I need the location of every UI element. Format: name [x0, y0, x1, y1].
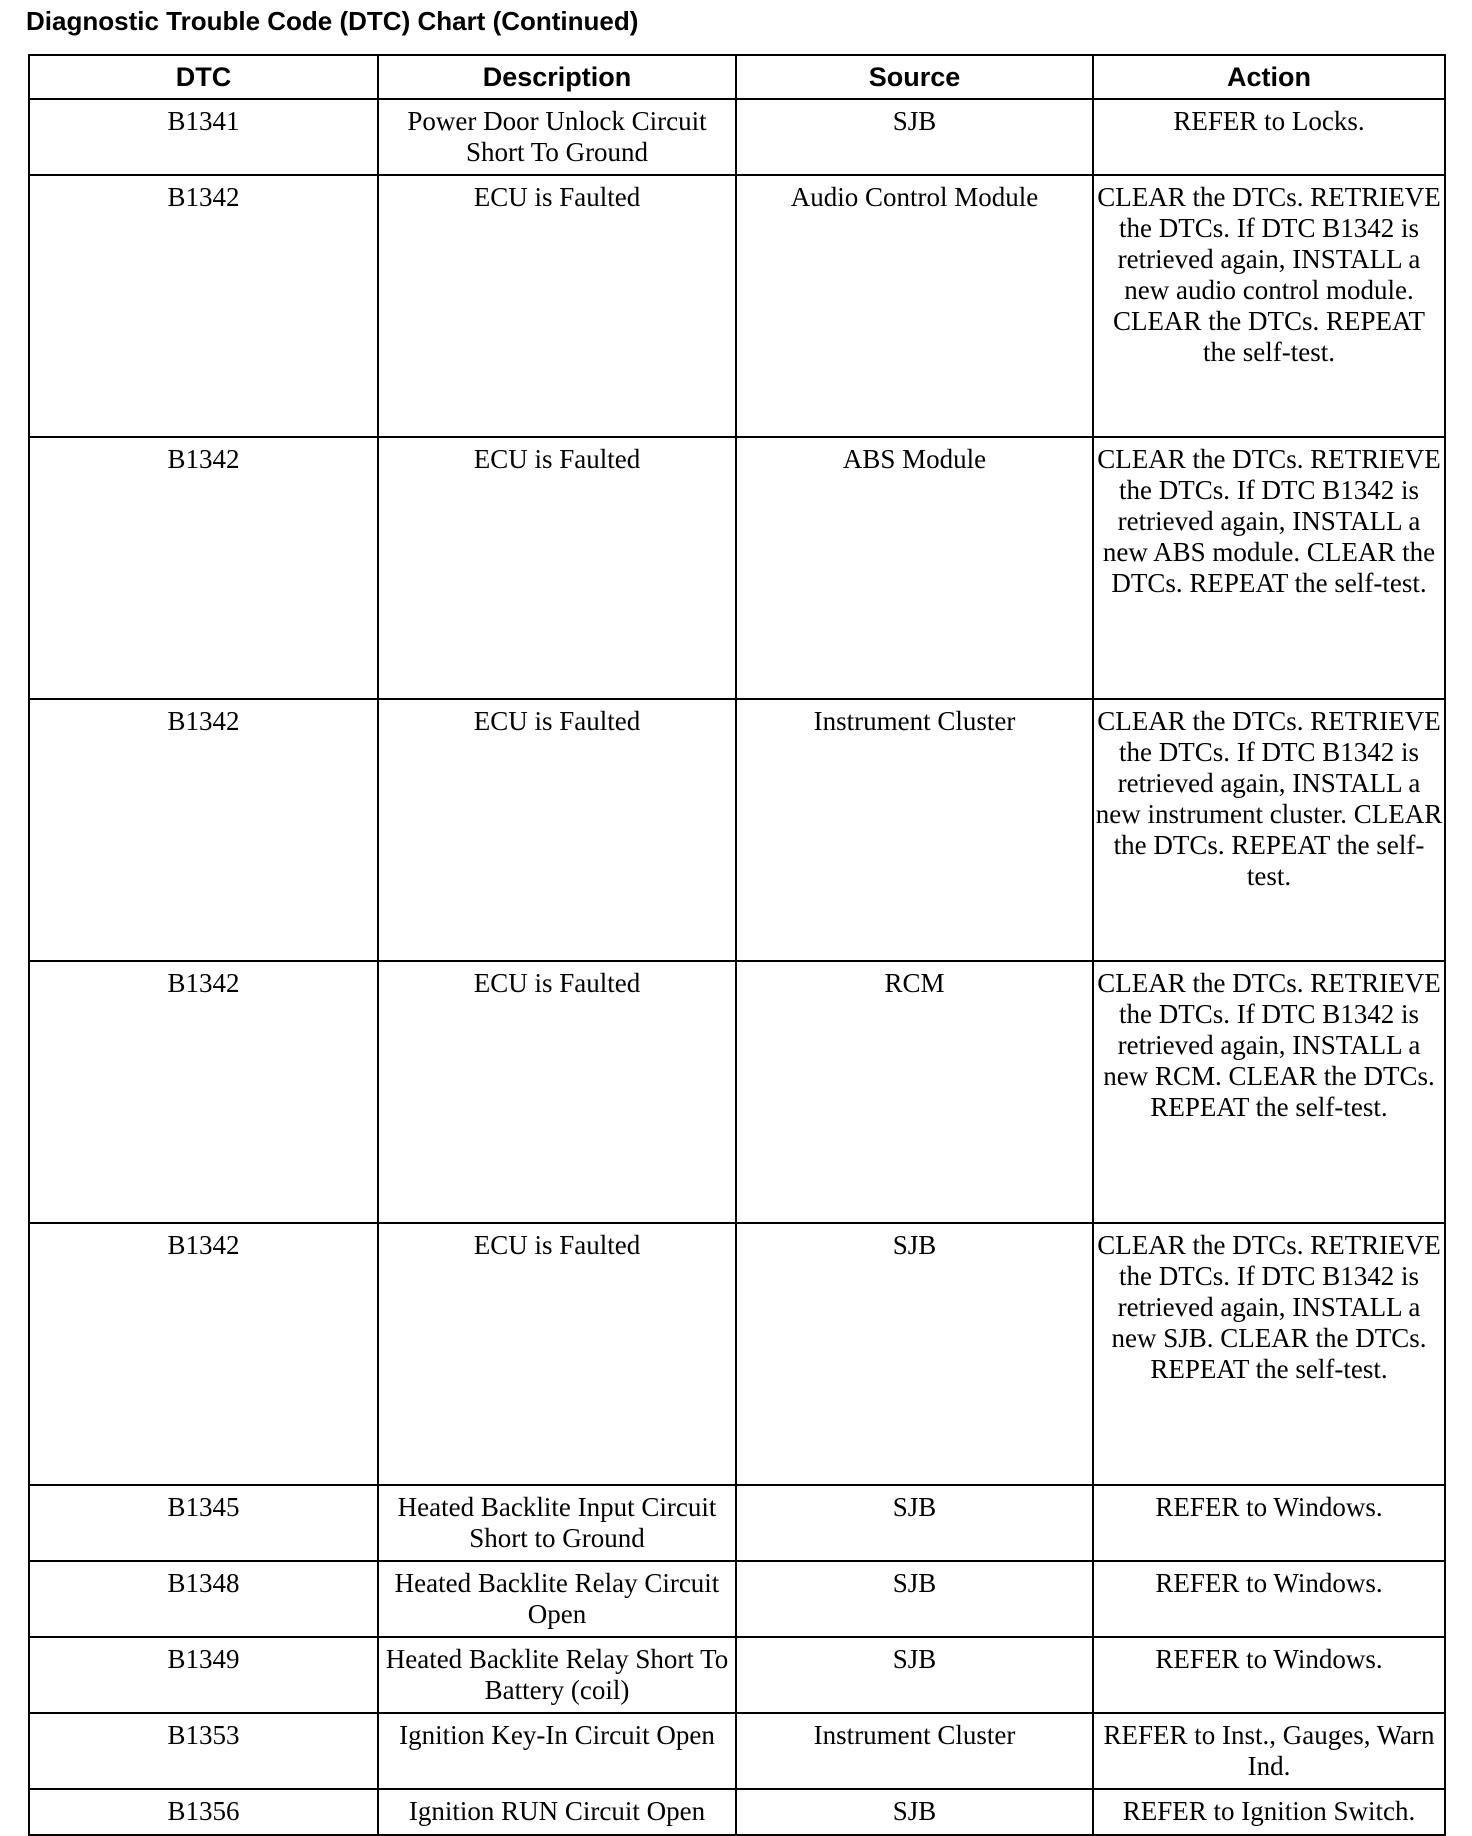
table-row — [29, 1485, 1445, 1561]
cell-source: SJB — [736, 1223, 1093, 1485]
cell-description: Ignition Key-In Circuit Open — [378, 1713, 736, 1789]
cell-action: REFER to Ignition Switch. — [1093, 1789, 1445, 1835]
cell-action: REFER to Locks. — [1093, 99, 1445, 175]
cell-source: SJB — [736, 99, 1093, 175]
cell-dtc: B1341 — [29, 99, 378, 175]
cell-action: CLEAR the DTCs. RETRIEVE the DTCs. If DTC B1342 is retrieved again, INSTALL a new instrument cluster. CLEAR the DTCs. REPEAT the self-test. — [1093, 699, 1445, 961]
table-row — [29, 437, 1445, 699]
cell-description: Heated Backlite Relay Circuit Open — [378, 1561, 736, 1637]
cell-source: RCM — [736, 961, 1093, 1223]
cell-description: ECU is Faulted — [378, 961, 736, 1223]
cell-description: Heated Backlite Relay Short To Battery (coil) — [378, 1637, 736, 1713]
cell-dtc: B1353 — [29, 1713, 378, 1789]
cell-dtc: B1342 — [29, 699, 378, 961]
cell-action: REFER to Inst., Gauges, Warn Ind. — [1093, 1713, 1445, 1789]
cell-description: ECU is Faulted — [378, 175, 736, 437]
table-row — [29, 961, 1445, 1223]
column-header-dtc: DTC — [29, 55, 378, 99]
cell-source: ABS Module — [736, 437, 1093, 699]
table-row — [29, 99, 1445, 175]
column-header-action: Action — [1093, 55, 1445, 99]
cell-dtc: B1349 — [29, 1637, 378, 1713]
table-row — [29, 1637, 1445, 1713]
cell-source: Instrument Cluster — [736, 1713, 1093, 1789]
cell-action: CLEAR the DTCs. RETRIEVE the DTCs. If DTC B1342 is retrieved again, INSTALL a new SJB. CLEAR the DTCs. REPEAT the self-test. — [1093, 1223, 1445, 1485]
cell-description: Power Door Unlock Circuit Short To Ground — [378, 99, 736, 175]
cell-source: Instrument Cluster — [736, 699, 1093, 961]
cell-source: Audio Control Module — [736, 175, 1093, 437]
cell-action: CLEAR the DTCs. RETRIEVE the DTCs. If DTC B1342 is retrieved again, INSTALL a new ABS module. CLEAR the DTCs. REPEAT the self-test. — [1093, 437, 1445, 699]
cell-action: REFER to Windows. — [1093, 1485, 1445, 1561]
cell-dtc: B1356 — [29, 1789, 378, 1835]
cell-dtc: B1342 — [29, 175, 378, 437]
table-row — [29, 1789, 1445, 1835]
cell-source: SJB — [736, 1561, 1093, 1637]
cell-description: ECU is Faulted — [378, 699, 736, 961]
cell-dtc: B1342 — [29, 437, 378, 699]
cell-description: Ignition RUN Circuit Open — [378, 1789, 736, 1835]
cell-dtc: B1345 — [29, 1485, 378, 1561]
cell-dtc: B1348 — [29, 1561, 378, 1637]
table-row — [29, 1223, 1445, 1485]
table-row — [29, 175, 1445, 437]
cell-action: REFER to Windows. — [1093, 1637, 1445, 1713]
cell-description: ECU is Faulted — [378, 437, 736, 699]
table-body — [29, 99, 1445, 1835]
table-row — [29, 699, 1445, 961]
cell-source: SJB — [736, 1789, 1093, 1835]
cell-action: CLEAR the DTCs. RETRIEVE the DTCs. If DTC B1342 is retrieved again, INSTALL a new RCM. CLEAR the DTCs. REPEAT the self-test. — [1093, 961, 1445, 1223]
cell-description: ECU is Faulted — [378, 1223, 736, 1485]
table-header-row — [29, 55, 1445, 99]
cell-dtc: B1342 — [29, 961, 378, 1223]
page-title: Diagnostic Trouble Code (DTC) Chart (Continued) — [26, 6, 639, 36]
dtc-table — [28, 54, 1446, 1836]
cell-source: SJB — [736, 1485, 1093, 1561]
cell-action: CLEAR the DTCs. RETRIEVE the DTCs. If DTC B1342 is retrieved again, INSTALL a new audio control module. CLEAR the DTCs. REPEAT the self-test. — [1093, 175, 1445, 437]
table-row — [29, 1713, 1445, 1789]
cell-dtc: B1342 — [29, 1223, 378, 1485]
table-row — [29, 1561, 1445, 1637]
cell-action: REFER to Windows. — [1093, 1561, 1445, 1637]
cell-source: SJB — [736, 1637, 1093, 1713]
cell-description: Heated Backlite Input Circuit Short to Ground — [378, 1485, 736, 1561]
column-header-description: Description — [378, 55, 736, 99]
column-header-source: Source — [736, 55, 1093, 99]
